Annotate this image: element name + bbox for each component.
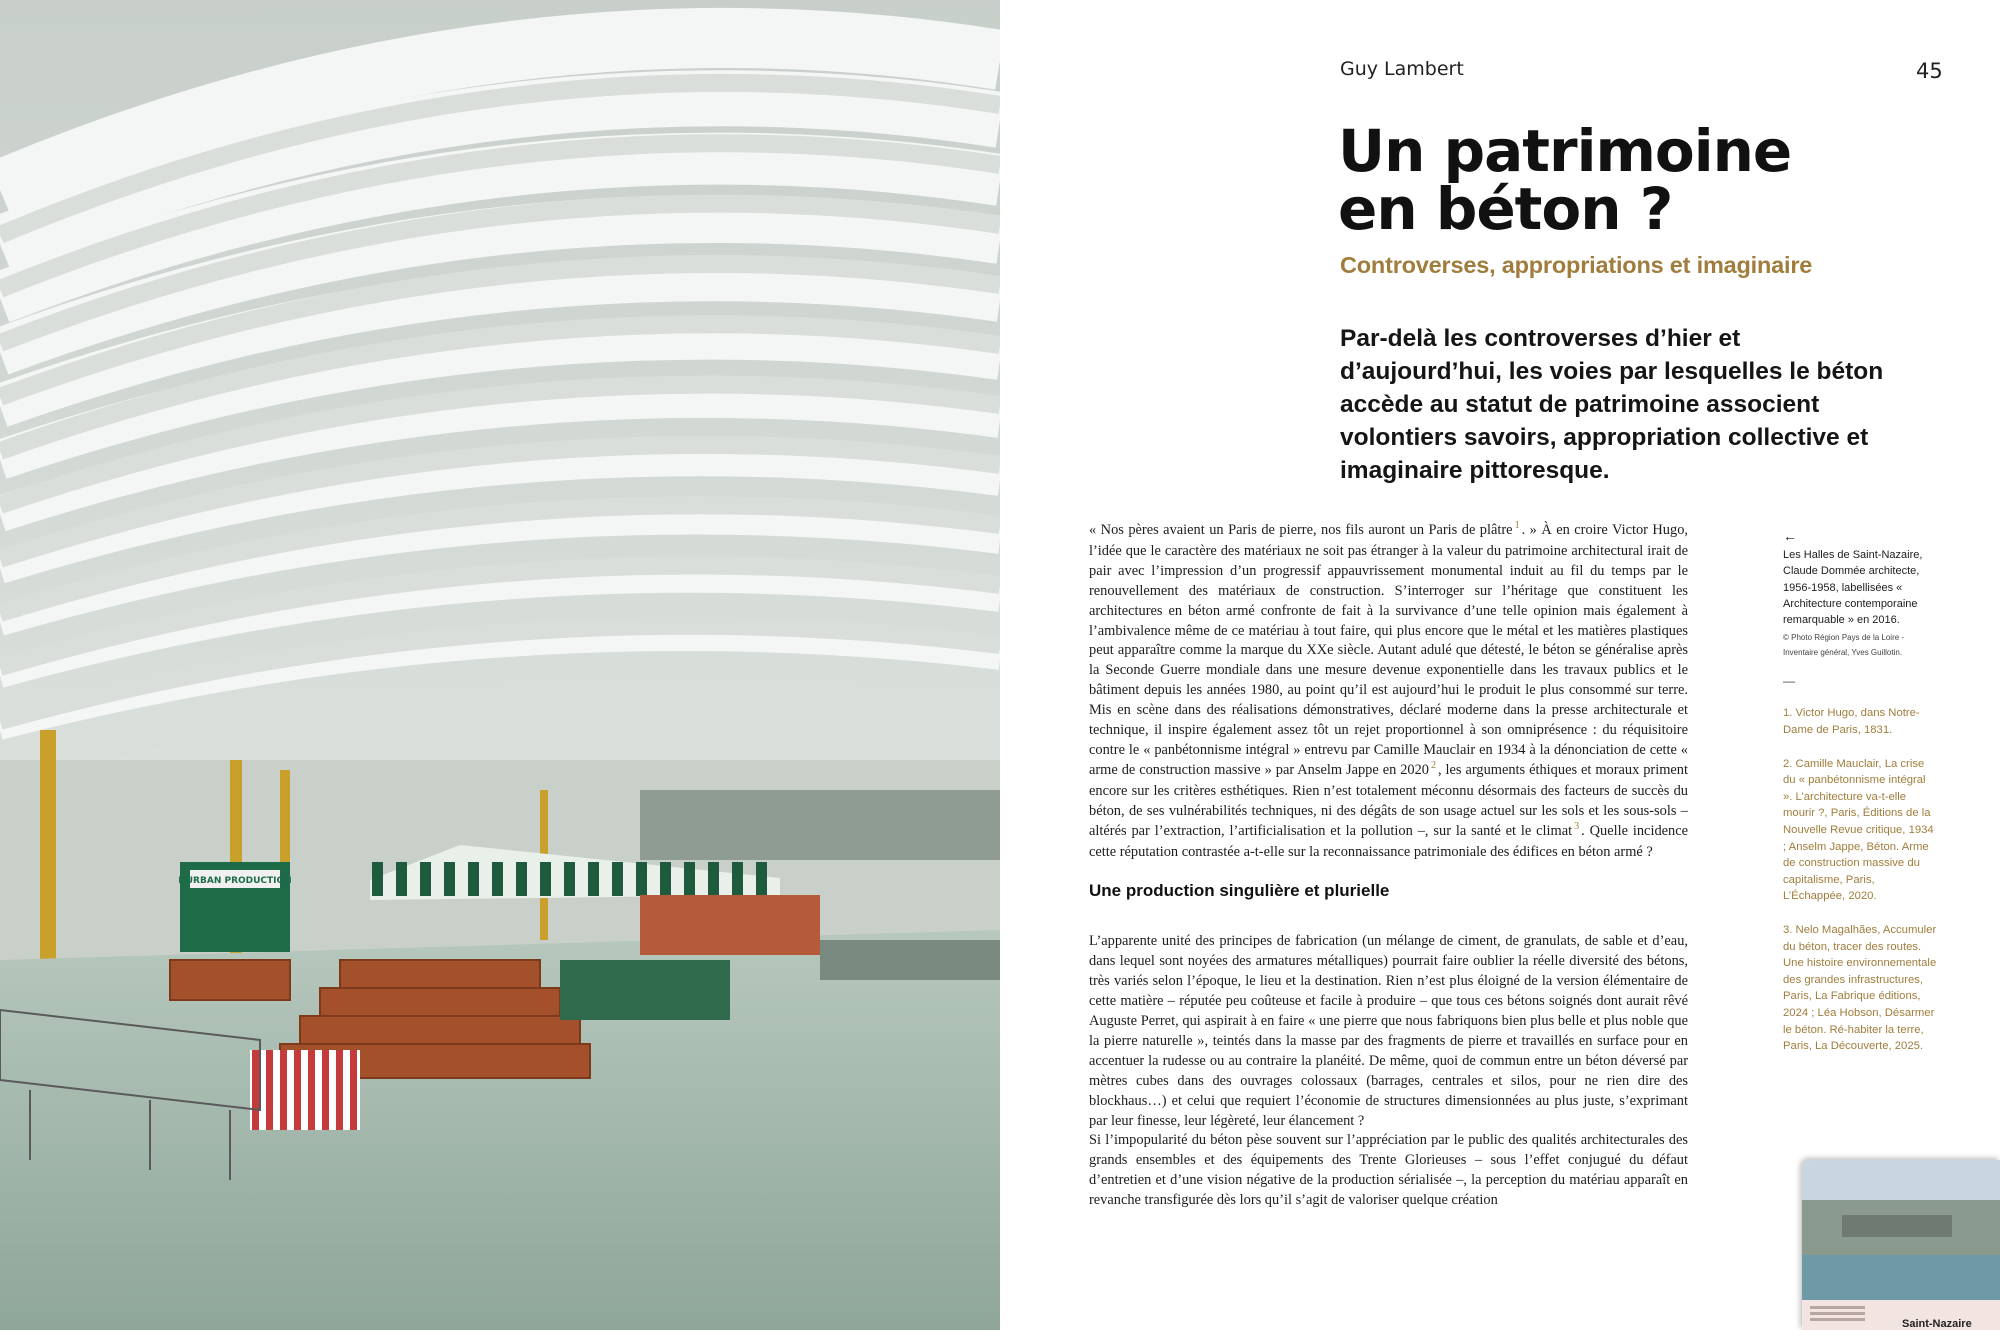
footnotes	[1783, 705, 1938, 1054]
paragraph-1-part-c: , les arguments éthiques et moraux priment encore sur les critères esthétiques. Rien n’est totalement méconnu désormais des facteurs de succès du béton, de ses vulnérabilités techniques, ni des dégâts de son usage actuel sur les sols et les sous-sols – altérés par l’extraction, l’artificialisation et la pollution –, sur la santé et le climat	[1089, 761, 1688, 839]
cloth-stripe	[322, 1050, 329, 1130]
paragraph-1-part-b: . » À en croire Victor Hugo, l’idée que le caractère des matériaux ne soit pas étranger à la valeur du patrimoine architectural irait de pair avec l’impression d’un progressif appauvrissement monumental induit au fil du temps par le renouvellement des matériaux de construction. S’interroger sur l’héritage que constituent les architectures en béton armé confronte de fait à la survivance d’une telle opinion mais également à l’ambivalence même de ce matériau à tout faire, qui plus encore que le métal et les matières plastiques peut apparaître comme la marque du XXe siècle. Autant adulé que détesté, le béton se généralise après la Seconde Guerre mondiale dans une mesure devenue exponentielle dans les travaux publics et le bâtiment depuis les années 1980, au point qu’il est aujourd’hui le produit le plus consommé sur terre. Mis en scène dans des réalisations démonstratives, déclaré moderne dans la presse architecturale et technique, il inspire également assez tôt un rejet proportionnel à son omniprésence : du réquisitoire contre le « panbétonnisme intégral » entrevu par Camille Mauclair en 1934 à la dénonciation de cette « arme de construction massive » par Anselm Jappe en 2020	[1089, 522, 1688, 778]
article-body	[1089, 521, 1688, 1211]
tent-stripe	[492, 862, 503, 896]
sidebar	[1783, 528, 1938, 1072]
book-cover-thumbnail[interactable]	[1802, 1160, 2000, 1330]
title-line-1: Un patrimoine	[1338, 117, 1792, 185]
footnote-ref-1[interactable]: 1	[1514, 520, 1520, 531]
tent-stripe	[684, 862, 695, 896]
sidebar-separator: —	[1783, 674, 1795, 689]
tent-stripe	[444, 862, 455, 896]
tent-stripe	[564, 862, 575, 896]
tent-stripe	[660, 862, 671, 896]
tent-stripe	[468, 862, 479, 896]
aerial-photo-icon	[1802, 1160, 2000, 1330]
cloth-stripe	[308, 1050, 315, 1130]
paragraph-1-part-a: « Nos pères avaient un Paris de pierre, nos fils auront un Paris de plâtre	[1089, 522, 1513, 538]
article-title	[1338, 117, 1898, 243]
cloth-stripe	[280, 1050, 287, 1130]
paragraph-1	[1089, 521, 1688, 862]
tent-stripe	[516, 862, 527, 896]
tent-stripe	[420, 862, 431, 896]
arrow-left-icon: ←	[1783, 528, 1797, 544]
title-line-2: en béton ?	[1338, 175, 1673, 243]
tent-stripe	[396, 862, 407, 896]
footnote-ref-3[interactable]: 3	[1574, 820, 1580, 832]
footnote-1: 1. Victor Hugo, dans Notre-Dame de Paris, 1831.	[1783, 707, 1920, 737]
thumbnail-title: Saint-Nazaire	[1902, 1318, 1972, 1330]
paragraph-3: Si l’impopularité du béton pèse souvent sur l’appréciation par le public des qualités architecturales des grands ensembles et des équipements des Trente Glorieuses – sous l’effet conjugué du défaut d’entretien et d’une vision négative de la production sérialisée –, la perception du matériau apparaît en revanche transfigurée dès lors qu’il s’agit de valoriser quelque création	[1089, 1132, 1688, 1209]
stall-sign: DURBAN PRODUCTION	[178, 876, 292, 886]
tent-stripe	[540, 862, 551, 896]
section-heading: Une production singulière et plurielle	[1089, 881, 1390, 901]
tent-stripe	[612, 862, 623, 896]
photo-credit: © Photo Région Pays de la Loire - Inventaire général, Yves Guillotin.	[1783, 633, 1905, 658]
footnote-2: 2. Camille Mauclair, La crise du « panbétonnisme intégral ». L’architecture va-t-elle mourir ?, Paris, Éditions de la Nouvelle Revue critique, 1934 ; Anselm Jappe, Béton. Arme de construction massive du capitalisme, Paris, L’Échappée, 2020.	[1783, 757, 1934, 903]
tent-stripe	[636, 862, 647, 896]
cloth-stripe	[294, 1050, 301, 1130]
cloth-stripe	[336, 1050, 343, 1130]
tent-stripe	[732, 862, 743, 896]
author-name: Guy Lambert	[1340, 58, 1464, 80]
article-page	[1000, 0, 2000, 1330]
cloth-stripe	[266, 1050, 273, 1130]
paragraph-2: L’apparente unité des principes de fabrication (un mélange de ciment, de granulats, de sable et d’eau, dans lequel sont noyées des armatures métalliques) pourrait faire oublier la réelle diversité des bétons, très variés selon l’époque, le lieu et la destination. Rien n’est plus éloigné de la version élémentaire de cette matière – réputée peu coûteuse et facile à produire – que tous ces bétons soignés dont aurait rêvé Auguste Perret, qui aspirait à en faire « une pierre que nous fabriquons bien plus belle et plus noble que la pierre naturelle », teintés dans la masse par des fragments de pierre et travaillés en surface pour en accentuer la rudesse ou au contraire la planéité. De même, quoi de commun entre un béton déversé par mètres cubes dans des ouvrages colossaux (barrages, centrales et silos, pour ne rien dire des blockhaus…) et celui que requiert l’économie de structures dimensionnées au plus juste, s’exprimant par leur finesse, leur légèreté, leur élancement ?	[1089, 933, 1688, 1129]
paragraph-1-part-d: . Quelle incidence cette réputation contrastée a-t-elle sur la reconnaissance patrimoniale des édifices en béton armé ?	[1089, 822, 1688, 860]
tent-stripe	[588, 862, 599, 896]
tent-stripe	[756, 862, 767, 896]
footnote-ref-2[interactable]: 2	[1431, 759, 1436, 771]
photo-caption: Les Halles de Saint-Nazaire, Claude Dommée architecte, 1956-1958, labellisées « Architecture contemporaine remarquable » en 2016.	[1783, 549, 1923, 627]
article-subtitle: Controverses, appropriations et imaginaire	[1340, 252, 1813, 278]
page-number: 45	[1916, 59, 1943, 83]
cloth-stripe	[252, 1050, 259, 1130]
footnote-3: 3. Nelo Magalhães, Accumuler du béton, tracer des routes. Une histoire environnementale des grandes infrastructures, Paris, La Fabrique éditions, 2024 ; Léa Hobson, Désarmer le béton. Ré-habiter la terre, Paris, La Découverte, 2025.	[1783, 924, 1937, 1053]
tent-stripe	[372, 862, 383, 896]
article-lead: Par-delà les controverses d’hier et d’aujourd’hui, les voies par lesquelles le béton accède au statut de patrimoine associent volontiers savoirs, appropriation collective et imaginaire pittoresque.	[1340, 325, 1884, 484]
tent-stripe	[708, 862, 719, 896]
cloth-stripe	[350, 1050, 357, 1130]
